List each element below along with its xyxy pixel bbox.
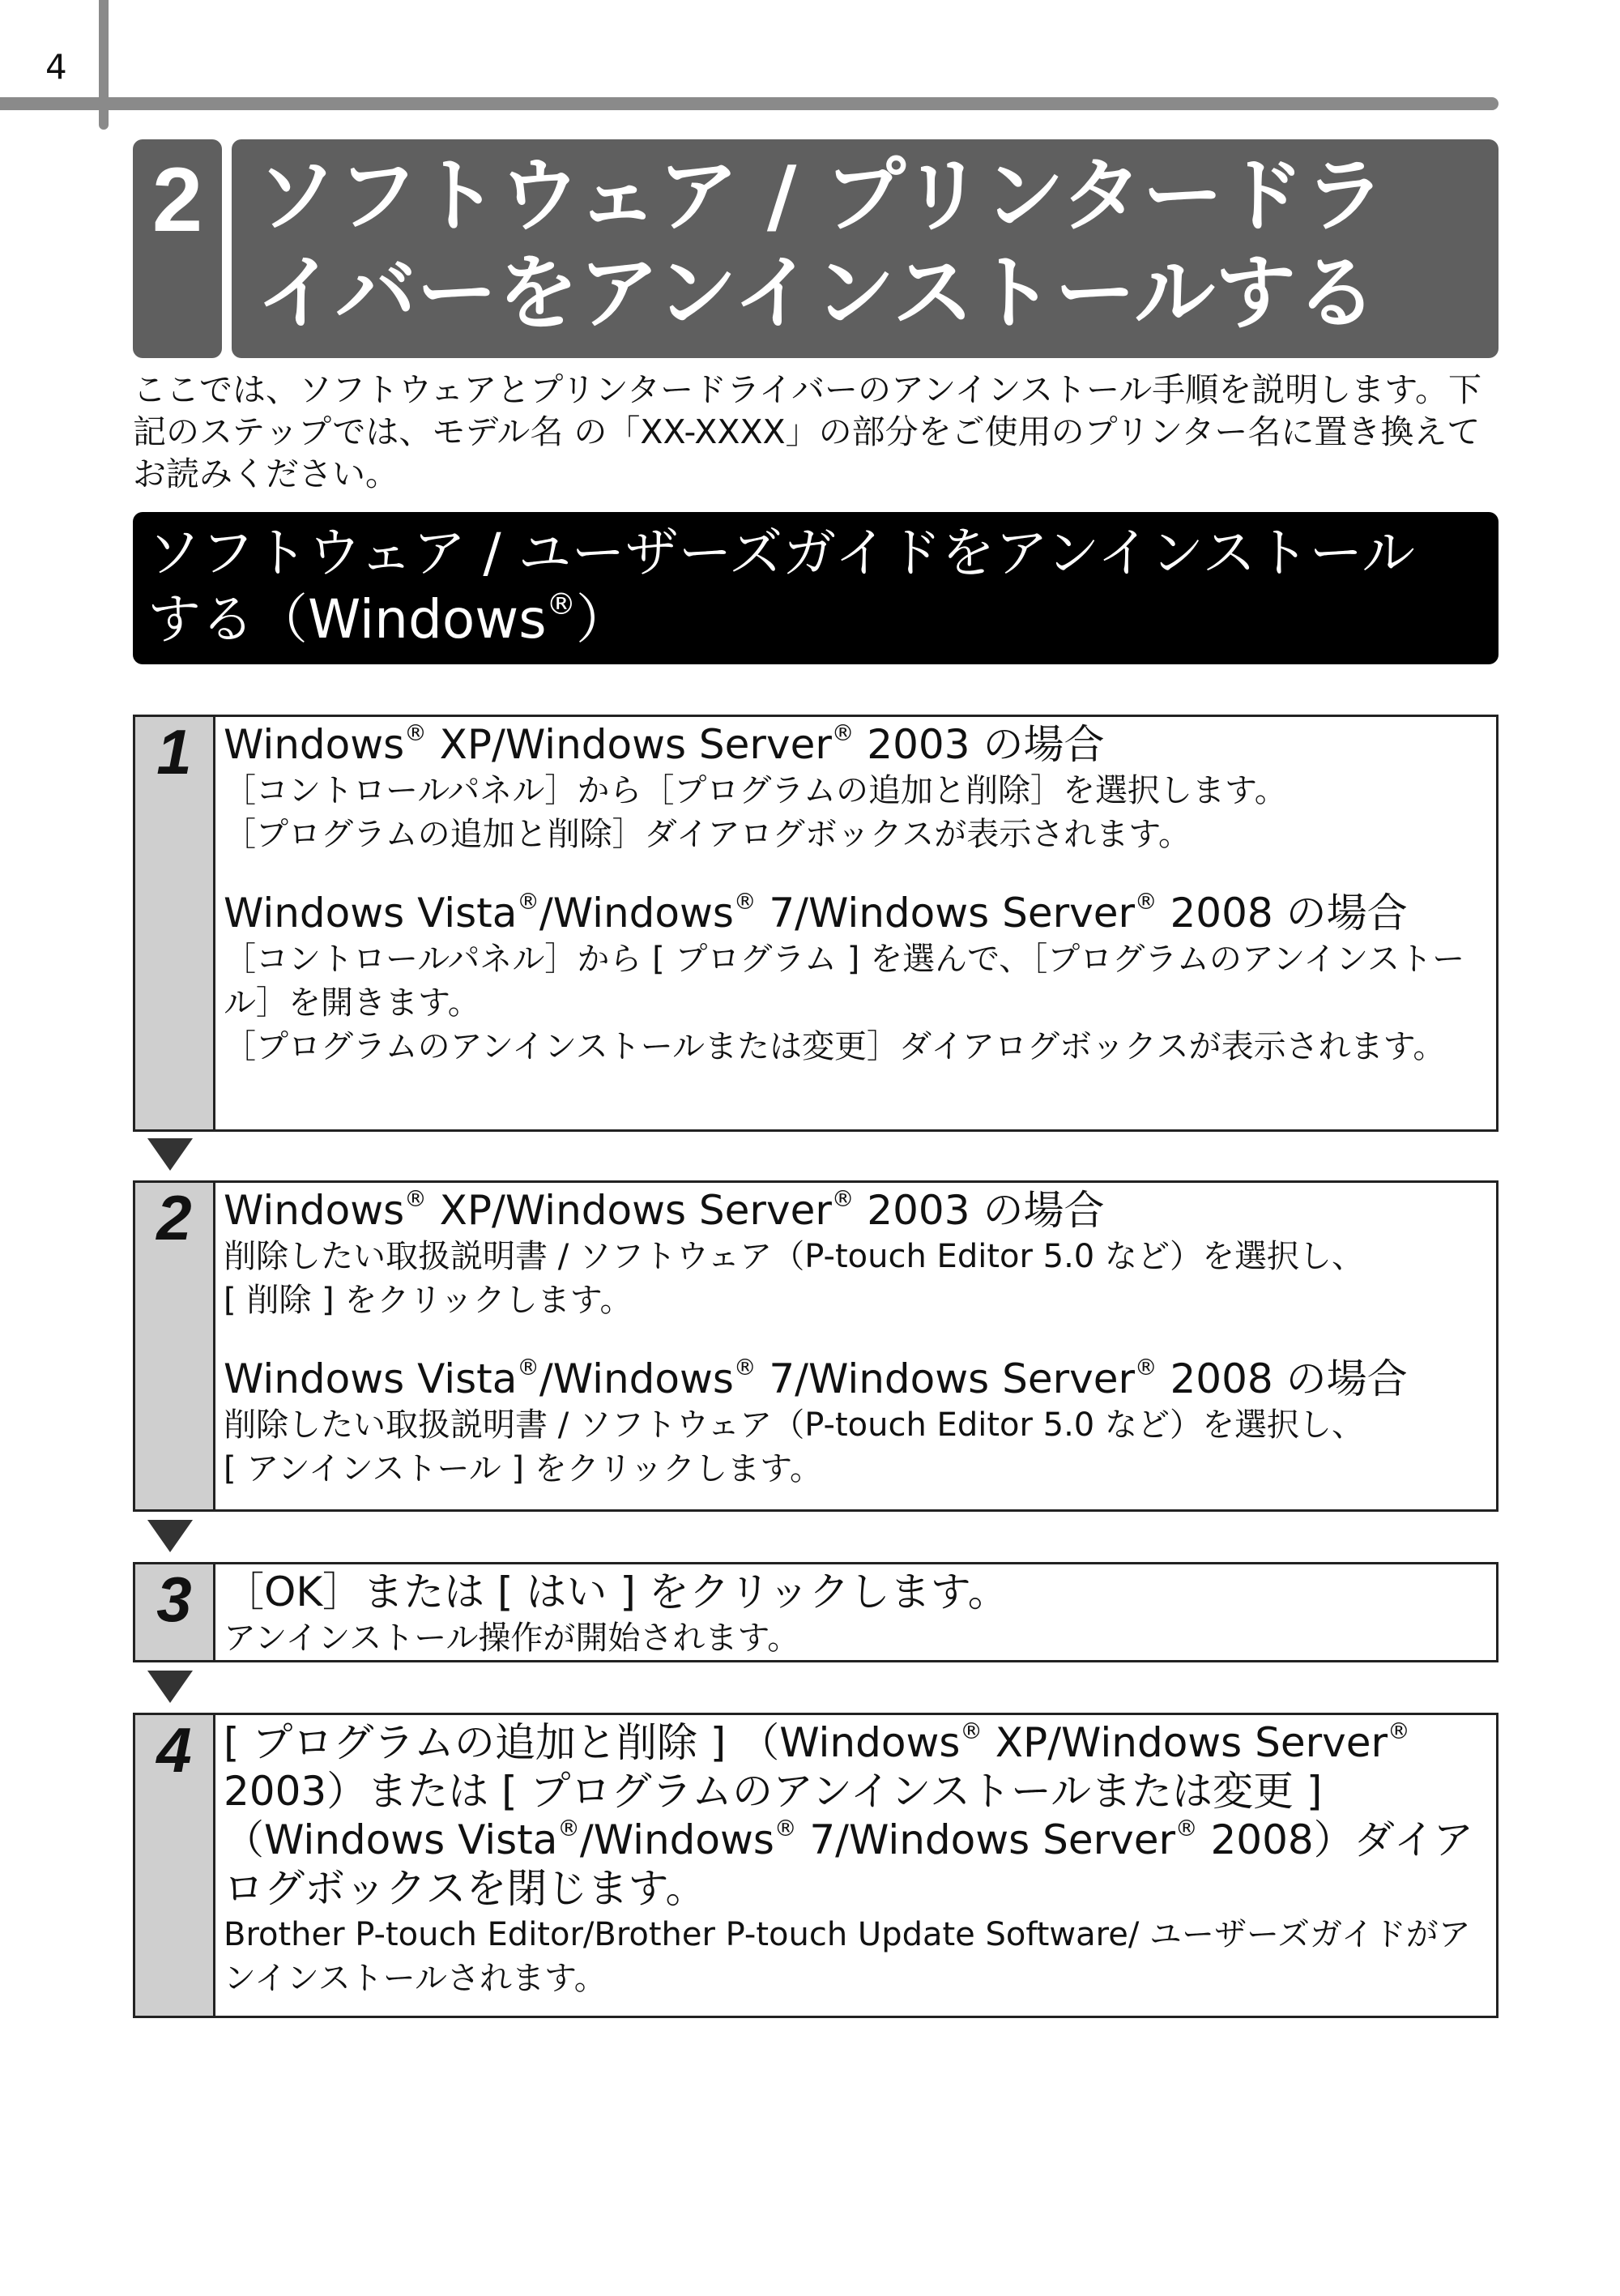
step-text-line: ［プログラムのアンインストールまたは変更］ダイアログボックスが表示されます。 bbox=[224, 1028, 1446, 1065]
step-heading: Windows® XP/Windows Server® 2003 の場合 bbox=[224, 720, 1105, 768]
step-number-column bbox=[135, 1715, 215, 2016]
step-body bbox=[215, 1183, 1496, 1509]
step-number: 1 bbox=[156, 716, 192, 787]
step-number-column bbox=[135, 717, 215, 1129]
step-3 bbox=[133, 1562, 1498, 1662]
step-text-line: アンインストール操作が開始されます。 bbox=[224, 1620, 800, 1657]
step-number-column bbox=[135, 1564, 215, 1660]
step-body bbox=[215, 1564, 1496, 1660]
section-heading-line2: する（Windows®） bbox=[147, 586, 629, 651]
step-number: 2 bbox=[156, 1182, 192, 1253]
step-heading: Windows Vista®/Windows® 7/Windows Server® 2008 の場合 bbox=[224, 1355, 1408, 1402]
chapter-number: 2 bbox=[133, 139, 222, 358]
section-heading bbox=[133, 512, 1498, 664]
step-text-line: [ アンインストール ] をクリックします。 bbox=[224, 1450, 822, 1487]
step-number: 4 bbox=[156, 1714, 192, 1786]
intro-paragraph: ここでは、ソフトウェアとプリンタードライバーのアンインストール手順を説明します。下記のステップでは、モデル名 の「XX-XXXX」の部分をご使用のプリンター名に置き換えてお読みください。 bbox=[133, 370, 1482, 493]
step-text-line: ［プログラムの追加と削除］ダイアログボックスが表示されます。 bbox=[224, 816, 1191, 853]
step-text-line: 削除したい取扱説明書 / ソフトウェア（P-touch Editor 5.0 など）を選択し、 bbox=[224, 1406, 1364, 1444]
step-1 bbox=[133, 715, 1498, 1132]
down-arrow-icon bbox=[147, 1138, 193, 1171]
down-arrow-icon bbox=[147, 1671, 193, 1703]
step-4 bbox=[133, 1713, 1498, 2018]
step-number-column bbox=[135, 1183, 215, 1509]
step-body bbox=[215, 717, 1496, 1129]
chapter-title bbox=[232, 139, 1498, 358]
step-text-line: ［コントロールパネル］から [ プログラム ] を選んで、［プログラムのアンインストール］を開きます。 bbox=[224, 941, 1465, 1022]
down-arrow-icon bbox=[147, 1520, 193, 1552]
page-number: 4 bbox=[45, 47, 67, 87]
header-vertical-rule bbox=[99, 0, 109, 130]
step-2 bbox=[133, 1180, 1498, 1512]
header-horizontal-rule bbox=[0, 97, 1498, 110]
step-heading: ［OK］または [ はい ] をクリックします。 bbox=[224, 1568, 1008, 1615]
step-number: 3 bbox=[156, 1564, 192, 1635]
step-heading: Windows® XP/Windows Server® 2003 の場合 bbox=[224, 1186, 1105, 1234]
chapter-title-line2: イバーをアンインストールする bbox=[256, 245, 1377, 340]
section-heading-line1: ソフトウェア / ユーザーズガイドをアンインストール bbox=[147, 522, 1416, 584]
step-heading: [ プログラムの追加と削除 ] （Windows® XP/Windows Server® 2003）または [ プログラムのアンインストールまたは変更 ] （Windows Vista®/Windows® 7/Windows Server® 2008）ダイアログボックスを閉じます。 bbox=[224, 1718, 1474, 1912]
step-text-line: ［コントロールパネル］から［プログラムの追加と削除］を選択します。 bbox=[224, 772, 1287, 809]
step-text-line: Brother P-touch Editor/Brother P-touch Update Software/ ユーザーズガイドがアンインストールされます。 bbox=[224, 1916, 1471, 1997]
step-text-line: [ 削除 ] をクリックします。 bbox=[224, 1282, 633, 1319]
step-text-line: 削除したい取扱説明書 / ソフトウェア（P-touch Editor 5.0 など）を選択し、 bbox=[224, 1238, 1364, 1275]
step-body bbox=[215, 1715, 1496, 2016]
chapter-title-line1: ソフトウェア / プリンタードラ bbox=[256, 148, 1386, 243]
step-heading: Windows Vista®/Windows® 7/Windows Server® 2008 の場合 bbox=[224, 889, 1408, 937]
